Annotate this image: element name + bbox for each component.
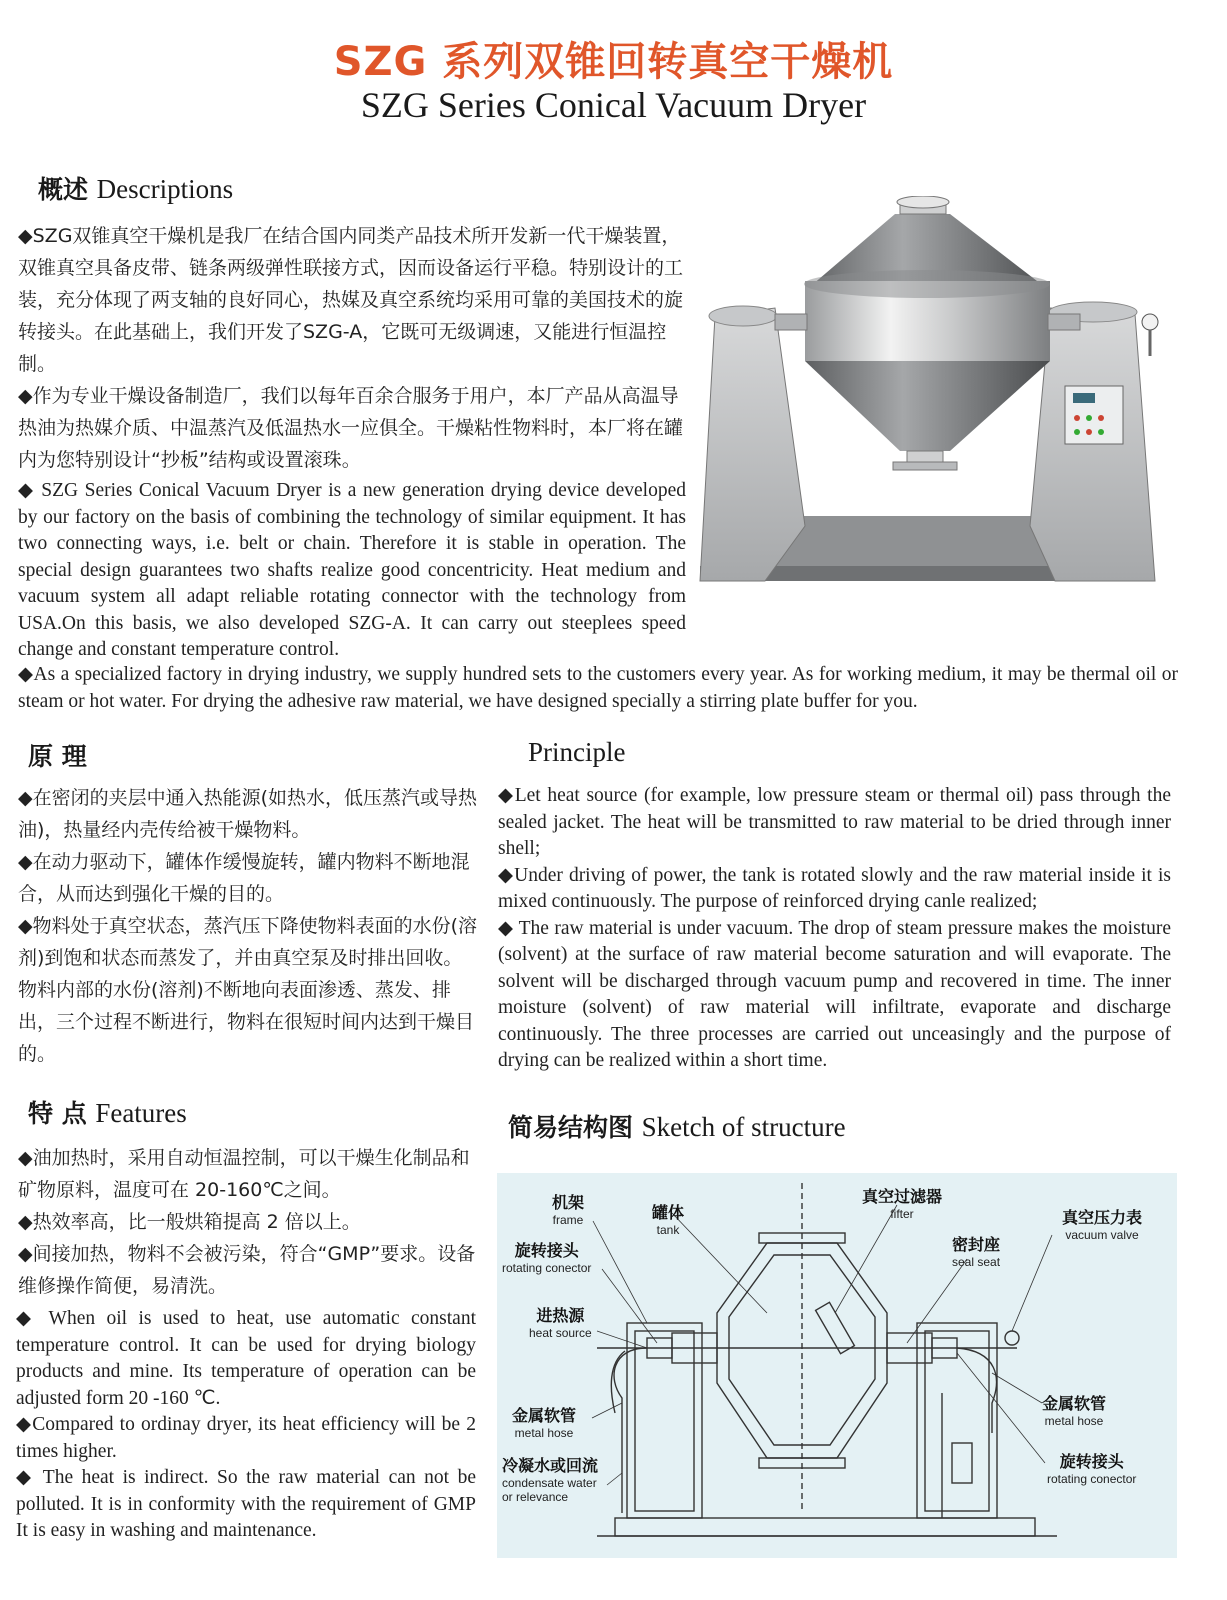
principle-heading-en: Principle: [528, 737, 626, 767]
principle-en-paragraph: ◆Let heat source (for example, low pressure steam or thermal oil) pass through the sealed jacket. The heat will be transmitted to raw material to be dried through inner shell;: [498, 785, 1171, 859]
principle-en-paragraph: ◆Under driving of power, the tank is rotated slowly and the raw material inside it is mixed continuously. The purpose of reinforced drying canle realized;: [498, 864, 1171, 912]
label-rotary-left-en: rotating conector: [502, 1261, 592, 1275]
descriptions-en-block-2: [18, 662, 1178, 715]
principle-heading-cn: 原 理: [28, 742, 87, 771]
sketch-heading-en: Sketch of structure: [641, 1112, 846, 1142]
principle-heading-en-wrap: [528, 737, 625, 768]
principle-en-paragraph: ◆ The raw material is under vacuum. The drop of steam pressure makes the moisture (solvent) at the surface of raw material become saturation and will evaporate. The solvent will be discharged through vacuum pump and recovered in time. The inner moisture (solvent) of raw material will infiltrate, evaporate and discharge continuously. The three processes are carried out unceasingly and the purpose of drying can be realized within a short time.: [498, 917, 1171, 1071]
label-filter-en: fifter: [890, 1207, 914, 1221]
principle-heading-cn-wrap: [28, 737, 87, 773]
label-heat-source-en: heat source: [529, 1326, 592, 1340]
label-condensate: [502, 1453, 598, 1504]
sketch-heading-cn: 简易结构图: [508, 1113, 634, 1142]
descriptions-heading-cn: 概述: [38, 175, 89, 204]
structure-sketch: [497, 1173, 1177, 1558]
features-heading-cn: 特 点: [28, 1099, 87, 1128]
label-frame: [552, 1190, 584, 1227]
product-photo: [695, 196, 1165, 588]
label-condensate-en: condensate water: [502, 1476, 597, 1490]
label-frame-cn: 机架: [552, 1193, 585, 1212]
label-gauge-cn: 真空压力表: [1062, 1208, 1143, 1227]
principle-cn-paragraph: ◆在动力驱动下，罐体作缓慢旋转，罐内物料不断地混合，从而达到强化干燥的目的。: [18, 851, 470, 905]
features-cn-block: [18, 1142, 484, 1302]
descriptions-cn-paragraph: ◆SZG双锥真空干燥机是我厂在结合国内同类产品技术所开发新一代干燥装置，双锥真空具备皮带、链条两级弹性联接方式，因而设备运行平稳。特别设计的工装，充分体现了两支轴的良好同心，热媒及真空系统均采用可靠的美国技术的旋转接头。在此基础上，我们开发了SZG-A，它既可无级调速，又能进行恒温控制。: [18, 225, 684, 375]
label-tank: [652, 1200, 684, 1237]
principle-cn-block: [18, 782, 480, 1070]
features-en-paragraph: ◆Compared to ordinay dryer, its heat efficiency will be 2 times higher.: [16, 1414, 476, 1462]
descriptions-cn-paragraph: ◆作为专业干燥设备制造厂，我们以每年百余合服务于用户，本厂产品从高温导热油为热媒介质、中温蒸汽及低温热水一应俱全。干燥粘性物料时，本厂将在罐内为您特别设计“抄板”结构或设置滚珠。: [18, 385, 684, 471]
descriptions-heading-en: Descriptions: [96, 174, 234, 204]
page-title-cn: SZG 系列双锥回转真空干燥机: [333, 39, 894, 85]
label-seal: [952, 1232, 1000, 1269]
label-hose-left-en: metal hose: [514, 1426, 574, 1440]
label-heat-source-cn: 进热源: [536, 1306, 585, 1325]
descriptions-heading: [38, 170, 233, 206]
descriptions-cn-block: [18, 220, 683, 476]
label-heat-source: [529, 1303, 592, 1340]
label-hose-left-cn: 金属软管: [512, 1406, 577, 1425]
label-rotary-right-en: rotating conector: [1047, 1472, 1137, 1486]
features-en-block: [16, 1306, 476, 1545]
label-hose-left: [512, 1403, 576, 1440]
label-filter: [862, 1184, 942, 1221]
label-hose-right: [1042, 1391, 1106, 1428]
label-rotary-right-cn: 旋转接头: [1059, 1452, 1124, 1471]
label-condensate-en2: or relevance: [502, 1490, 569, 1504]
label-rotary-left: [502, 1238, 591, 1275]
dryer-illustration: [695, 196, 1165, 588]
principle-cn-paragraph: ◆物料处于真空状态，蒸汽压下降使物料表面的水份(溶剂)到饱和状态而蒸发了，并由真空泵及时排出回收。物料内部的水份(溶剂)不断地向表面渗透、蒸发、排出，三个过程不断进行，物料在很短时间内达到干燥目的。: [18, 915, 478, 1065]
features-cn-paragraph: ◆间接加热，物料不会被污染，符合“GMP”要求。设备维修操作简便，易清洗。: [18, 1243, 476, 1297]
label-seal-en: seal seat: [952, 1255, 1001, 1269]
features-cn-paragraph: ◆热效率高，比一般烘箱提高 2 倍以上。: [18, 1211, 361, 1233]
label-tank-en: tank: [656, 1223, 680, 1237]
features-en-paragraph: ◆ The heat is indirect. So the raw material can not be polluted. It is in conformity with the requirement of GMP It is easy in washing and maintenance.: [16, 1467, 476, 1541]
label-filter-cn: 真空过滤器: [862, 1187, 943, 1206]
features-heading: [28, 1094, 187, 1130]
principle-en-block: [498, 783, 1171, 1075]
descriptions-en-paragraph: ◆ SZG Series Conical Vacuum Dryer is a new generation drying device developed by our factory on the basis of combining the technology of similar equipment. It has two connecting ways, i.e. belt or chain. Therefore it is stable in operation. The special design guarantees two shafts realize good concentricity. Heat medium and vacuum system all adapt reliable rotating connector with the technology from USA.On this basis, we also developed SZG-A. It can carry out steeplees speed change and constant temperature control.: [18, 480, 686, 660]
label-hose-right-cn: 金属软管: [1042, 1394, 1107, 1413]
label-rotary-left-cn: 旋转接头: [514, 1241, 579, 1260]
label-condensate-cn: 冷凝水或回流: [502, 1456, 599, 1475]
features-heading-en: Features: [95, 1098, 187, 1128]
label-gauge: [1062, 1205, 1142, 1242]
page-title-en: SZG Series Conical Vacuum Dryer: [360, 85, 867, 125]
sketch-heading: [508, 1108, 846, 1144]
label-frame-en: frame: [552, 1213, 584, 1227]
principle-cn-paragraph: ◆在密闭的夹层中通入热能源(如热水，低压蒸汽或导热油)，热量经内壳传给被干燥物料。: [18, 787, 478, 841]
descriptions-en-block-1: [18, 478, 686, 664]
label-rotary-right: [1047, 1449, 1136, 1486]
label-seal-cn: 密封座: [952, 1235, 1001, 1254]
label-gauge-en: vacuum valve: [1065, 1228, 1139, 1242]
features-en-paragraph: ◆ When oil is used to heat, use automatic constant temperature control. It can be used for drying biology products and mine. Its temperature of operation can be adjusted form 20 -160 ℃.: [16, 1308, 476, 1409]
label-tank-cn: 罐体: [652, 1203, 685, 1222]
features-cn-paragraph: ◆油加热时，采用自动恒温控制，可以干燥生化制品和矿物原料，温度可在 20-160℃之间。: [18, 1147, 470, 1201]
descriptions-en-paragraph: ◆As a specialized factory in drying industry, we supply hundred sets to the customers every year. As for working medium, it may be thermal oil or steam or hot water. For drying the adhesive raw material, we have designed specially a stirring plate buffer for you.: [18, 664, 1178, 712]
label-hose-right-en: metal hose: [1044, 1414, 1104, 1428]
